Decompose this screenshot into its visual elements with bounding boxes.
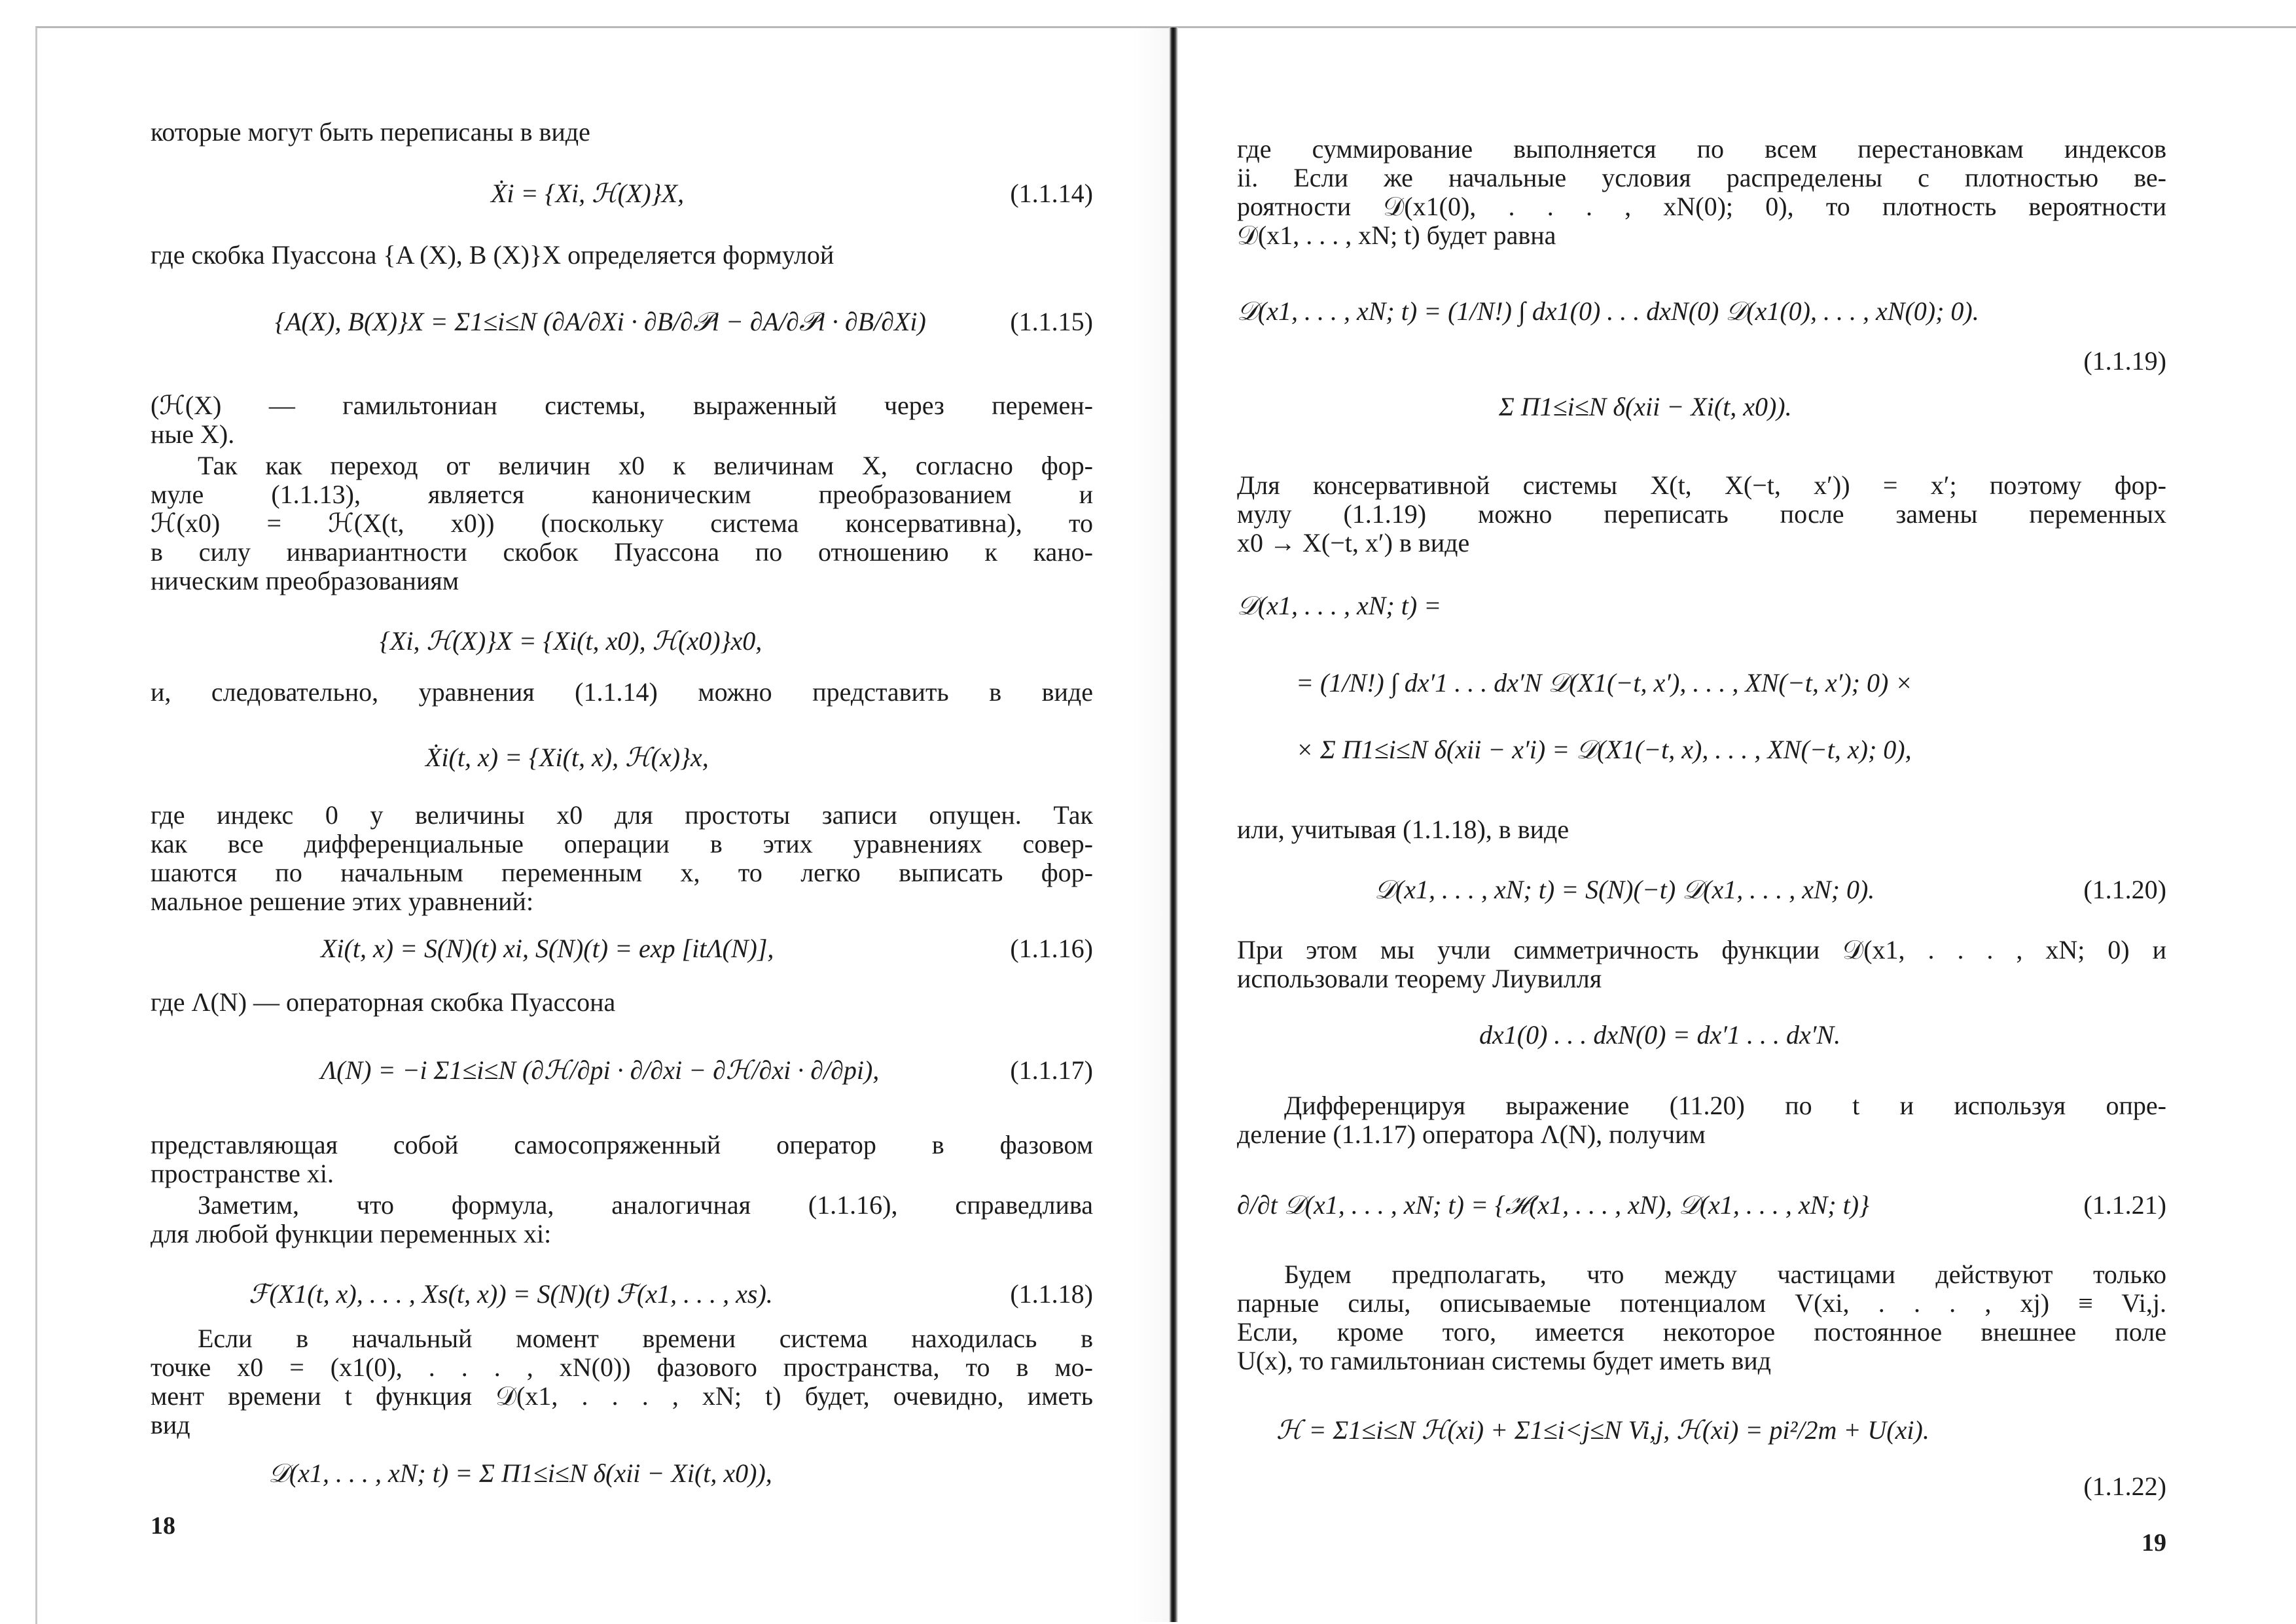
text-line: U(x), то гамильтониан системы будет иметь вид	[1237, 1346, 1772, 1375]
text-line: или, учитывая (1.1.18), в виде	[1237, 815, 1570, 844]
equation-1-1-19	[1237, 292, 2166, 331]
text-line: где суммирование выполняется по всем перестановкам индексов	[1237, 134, 2166, 164]
text-line: мальное решение этих уравнений:	[151, 887, 534, 916]
equation-distribution-lhs	[1237, 586, 2166, 626]
equation-expr: Ẋi = {Xi, ℋ(X)}X,	[491, 179, 685, 208]
equation-1-1-15	[151, 302, 1093, 342]
equation-number: (1.1.20)	[2083, 875, 2166, 904]
equation-expr: × Σ Π1≤i≤N δ(xii − x′i) = 𝒟(X1(−t, x), . . . , XN(−t, x); 0),	[1296, 735, 1912, 764]
equation-expr: Σ Π1≤i≤N δ(xii − Xi(t, x0)).	[1499, 392, 1792, 421]
text-line: Если в начальный момент времени система находилась в	[198, 1324, 1093, 1353]
equation-expr: Xi(t, x) = S(N)(t) xi, S(N)(t) = exp [itΛ(N)],	[321, 934, 774, 963]
equation-1-1-22	[1237, 1411, 2166, 1450]
text-line: вид	[151, 1410, 190, 1439]
equation-distribution-function	[151, 1454, 1093, 1493]
equation-expr: ∂/∂t 𝒟(x1, . . . , xN; t) = {ℋ(x1, . . . , xN), 𝒟(x1, . . . , xN; t)}	[1237, 1190, 1870, 1220]
text-line: Для консервативной системы X(t, X(−t, x′)) = x′; поэтому фор-	[1237, 470, 2166, 500]
text-line: как все дифференциальные операции в этих уравнениях совер-	[151, 829, 1093, 858]
equation-liouville-substitution	[1237, 663, 2166, 703]
text-line: Если, кроме того, имеется некоторое постоянное внешнее поле	[1237, 1317, 2166, 1347]
text-line: При этом мы учли симметричность функции 𝒟(x1, . . . , xN; 0) и	[1237, 935, 2166, 964]
equation-number: (1.1.22)	[2083, 1472, 2166, 1501]
text-line: шаются по начальным переменным x, то легко выписать фор-	[151, 858, 1093, 887]
text-line: для любой функции переменных xi:	[151, 1219, 552, 1248]
equation-number: (1.1.21)	[2083, 1190, 2166, 1220]
equation-1-1-17	[151, 1051, 1093, 1090]
text-line: деление (1.1.17) оператора Λ(N), получим	[1237, 1120, 1706, 1149]
equation-expr: 𝒟(x1, . . . , xN; t) = S(N)(−t) 𝒟(x1, . . . , xN; 0).	[1374, 875, 1875, 904]
text-line: ные X).	[151, 419, 235, 449]
text-line: ii. Если же начальные условия распределены с плотностью ве-	[1237, 163, 2166, 192]
equation-expr: {A(X), B(X)}X = Σ1≤i≤N (∂A/∂Xi · ∂B/∂𝒫i − ∂A/∂𝒫i · ∂B/∂Xi)	[275, 307, 926, 336]
text-line: Так как переход от величин x0 к величинам X, согласно фор-	[198, 451, 1093, 480]
equation-liouville-theorem	[1237, 1015, 2166, 1055]
equation-1-1-18	[151, 1275, 1093, 1314]
book-gutter	[1169, 27, 1178, 1622]
equation-xi-dot	[151, 738, 1093, 777]
equation-expr: 𝒟(x1, . . . , xN; t) =	[1237, 591, 1442, 620]
page-number: 19	[2142, 1529, 2166, 1557]
text-line: (ℋ(X) — гамильтониан системы, выраженный через перемен-	[151, 391, 1093, 420]
equation-1-1-21	[1237, 1186, 2166, 1225]
text-line: где скобка Пуассона {A (X), B (X)}X определяется формулой	[151, 240, 834, 270]
equation-expr: {Xi, ℋ(X)}X = {Xi(t, x0), ℋ(x0)}x0,	[380, 626, 762, 656]
equation-liouville-substitution-cont	[1237, 730, 2166, 769]
equation-expr: 𝒟(x1, . . . , xN; t) = Σ Π1≤i≤N δ(xii − Xi(t, x0)),	[268, 1458, 772, 1488]
text-line: Будем предполагать, что между частицами действуют только	[1284, 1260, 2166, 1289]
text-line: точке x0 = (x1(0), . . . , xN(0)) фазового пространства, то в мо-	[151, 1352, 1093, 1382]
text-line: и, следовательно, уравнения (1.1.14) можно представить в виде	[151, 677, 1093, 707]
text-line: мент времени t функция 𝒟(x1, . . . , xN; t) будет, очевидно, иметь	[151, 1381, 1093, 1411]
equation-number: (1.1.17)	[1010, 1055, 1093, 1085]
text-line: x0 → X(−t, x′) в виде	[1237, 528, 1470, 557]
text-line: Дифференцируя выражение (11.20) по t и используя опре-	[1284, 1091, 2166, 1120]
equation-number: (1.1.14)	[1010, 179, 1093, 208]
equation-expr: ℱ(X1(t, x), . . . , Xs(t, x)) = S(N)(t) ℱ(x1, . . . , xs).	[249, 1279, 773, 1309]
equation-poisson-invariance	[151, 622, 1093, 661]
text-line: 𝒟(x1, . . . , xN; t) будет равна	[1237, 221, 1556, 250]
text-line: роятности 𝒟(x1(0), . . . , xN(0); 0), то плотность вероятности	[1237, 192, 2166, 221]
text-line: ℋ(x0) = ℋ(X(t, x0)) (поскольку система консервативна), то	[151, 508, 1093, 538]
left-page	[151, 0, 1093, 1622]
text-line: где Λ(N) — операторная скобка Пуассона	[151, 987, 616, 1017]
equation-number: (1.1.19)	[2083, 346, 2166, 376]
text-line: ническим преобразованиям	[151, 566, 459, 595]
text-line: парные силы, описываемые потенциалом V(xi, . . . , xj) ≡ Vi,j.	[1237, 1288, 2166, 1318]
equation-expr: dx1(0) . . . dxN(0) = dx′1 . . . dx′N.	[1479, 1020, 1841, 1050]
equation-1-1-16	[151, 929, 1093, 968]
equation-expr: Λ(N) = −i Σ1≤i≤N (∂ℋ/∂pi · ∂/∂xi − ∂ℋ/∂xi · ∂/∂pi),	[321, 1055, 880, 1085]
text-line: муле (1.1.13), является каноническим преобразованием и	[151, 480, 1093, 509]
equation-expr: 𝒟(x1, . . . , xN; t) = (1/N!) ∫ dx1(0) . . . dxN(0) 𝒟(x1(0), . . . , xN(0); 0).	[1237, 296, 1979, 326]
text-line: в силу инвариантности скобок Пуассона по отношению к кано-	[151, 537, 1093, 567]
page-number: 18	[151, 1512, 175, 1540]
text-line: где индекс 0 у величины x0 для простоты записи опущен. Так	[151, 800, 1093, 830]
text-line: представляющая собой самосопряженный оператор в фазовом	[151, 1130, 1093, 1159]
text-line: Заметим, что формула, аналогичная (1.1.16), справедлива	[198, 1190, 1093, 1220]
text-line: использовали теорему Лиувилля	[1237, 964, 1602, 993]
text-line: мулу (1.1.19) можно переписать после замены переменных	[1237, 499, 2166, 529]
equation-1-1-14	[151, 174, 1093, 213]
text-line: которые могут быть переписаны в виде	[151, 117, 590, 147]
equation-expr: ℋ = Σ1≤i≤N ℋ(xi) + Σ1≤i<j≤N Vi,j, ℋ(xi) = pi²/2m + U(xi).	[1276, 1415, 1929, 1445]
equation-number: (1.1.18)	[1010, 1279, 1093, 1309]
right-page	[1237, 0, 2166, 1622]
equation-number: (1.1.15)	[1010, 307, 1093, 336]
equation-expr: = (1/N!) ∫ dx′1 . . . dx′N 𝒟(X1(−t, x′), . . . , XN(−t, x′); 0) ×	[1296, 668, 1913, 697]
equation-sum-product	[1237, 387, 2166, 427]
equation-number: (1.1.16)	[1010, 934, 1093, 963]
text-line: пространстве xi.	[151, 1159, 334, 1188]
equation-expr: Ẋi(t, x) = {Xi(t, x), ℋ(x)}x,	[425, 743, 709, 772]
equation-1-1-20	[1237, 870, 2166, 909]
